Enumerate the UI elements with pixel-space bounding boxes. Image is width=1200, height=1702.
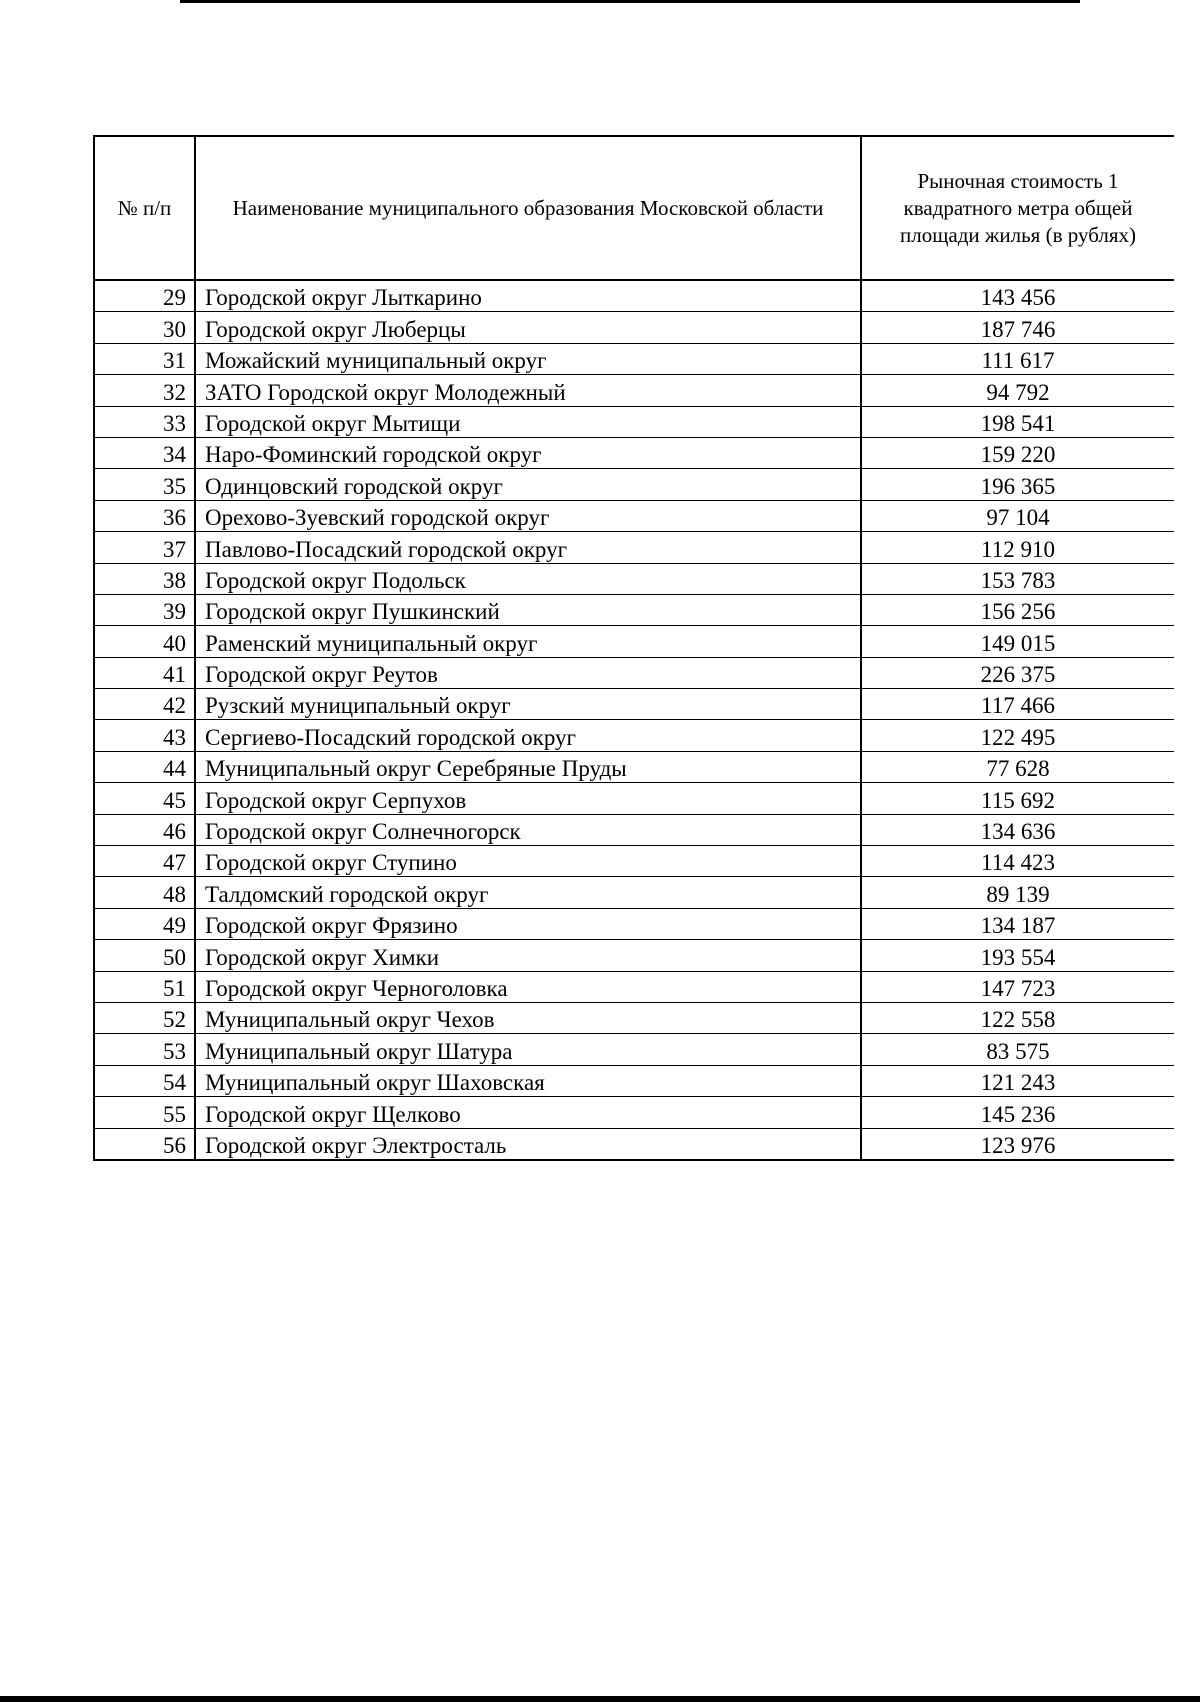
scan-edge-bottom <box>0 1696 1200 1702</box>
row-number: 32 <box>94 375 195 406</box>
municipality-name: Городской округ Черноголовка <box>195 971 861 1002</box>
header-municipality-name: Наименование муниципального образования Московской области <box>195 136 861 280</box>
municipality-name: Городской округ Подольск <box>195 563 861 594</box>
row-number: 35 <box>94 469 195 500</box>
housing-price-table <box>93 135 1174 1161</box>
municipality-name: Муниципальный округ Чехов <box>195 1002 861 1033</box>
table-row <box>94 657 1174 688</box>
table-row <box>94 437 1174 468</box>
row-number: 47 <box>94 846 195 877</box>
municipality-name: Городской округ Пушкинский <box>195 594 861 625</box>
price-value: 114 423 <box>861 846 1174 877</box>
municipality-name: Наро-Фоминский городской округ <box>195 437 861 468</box>
table-row <box>94 594 1174 625</box>
table-row <box>94 1002 1174 1033</box>
price-value: 193 554 <box>861 940 1174 971</box>
price-value: 89 139 <box>861 877 1174 908</box>
table-header <box>94 136 1174 280</box>
price-value: 111 617 <box>861 343 1174 374</box>
table-row <box>94 751 1174 782</box>
municipality-name: Городской округ Ступино <box>195 846 861 877</box>
price-value: 187 746 <box>861 312 1174 343</box>
municipality-name: Орехово-Зуевский городской округ <box>195 500 861 531</box>
table-row <box>94 1065 1174 1096</box>
table-row <box>94 783 1174 814</box>
table-row <box>94 971 1174 1002</box>
price-value: 122 558 <box>861 1002 1174 1033</box>
municipality-name: Рузский муниципальный округ <box>195 689 861 720</box>
row-number: 52 <box>94 1002 195 1033</box>
price-value: 112 910 <box>861 532 1174 563</box>
table-row <box>94 1128 1174 1160</box>
row-number: 49 <box>94 908 195 939</box>
row-number: 42 <box>94 689 195 720</box>
header-row <box>94 136 1174 280</box>
row-number: 44 <box>94 751 195 782</box>
table-row <box>94 375 1174 406</box>
row-number: 30 <box>94 312 195 343</box>
table-row <box>94 1097 1174 1128</box>
municipality-name: Муниципальный округ Серебряные Пруды <box>195 751 861 782</box>
price-value: 149 015 <box>861 626 1174 657</box>
table-row <box>94 563 1174 594</box>
price-value: 159 220 <box>861 437 1174 468</box>
row-number: 29 <box>94 280 195 312</box>
municipality-name: Городской округ Серпухов <box>195 783 861 814</box>
municipality-name: Талдомский городской округ <box>195 877 861 908</box>
table-row <box>94 280 1174 312</box>
row-number: 56 <box>94 1128 195 1160</box>
price-value: 117 466 <box>861 689 1174 720</box>
row-number: 34 <box>94 437 195 468</box>
table-row <box>94 720 1174 751</box>
price-value: 143 456 <box>861 280 1174 312</box>
table-row <box>94 500 1174 531</box>
municipality-name: Городской округ Реутов <box>195 657 861 688</box>
row-number: 53 <box>94 1034 195 1065</box>
municipality-name: Городской округ Химки <box>195 940 861 971</box>
row-number: 40 <box>94 626 195 657</box>
row-number: 45 <box>94 783 195 814</box>
price-value: 97 104 <box>861 500 1174 531</box>
municipality-name: Муниципальный округ Шаховская <box>195 1065 861 1096</box>
municipality-name: Городской округ Солнечногорск <box>195 814 861 845</box>
row-number: 46 <box>94 814 195 845</box>
row-number: 51 <box>94 971 195 1002</box>
table-row <box>94 532 1174 563</box>
table-body <box>94 280 1174 1160</box>
price-value: 77 628 <box>861 751 1174 782</box>
price-value: 198 541 <box>861 406 1174 437</box>
municipality-name: Одинцовский городской округ <box>195 469 861 500</box>
row-number: 38 <box>94 563 195 594</box>
header-number: № п/п <box>94 136 195 280</box>
scan-edge-top <box>180 0 1080 3</box>
price-value: 121 243 <box>861 1065 1174 1096</box>
price-value: 147 723 <box>861 971 1174 1002</box>
table-row <box>94 1034 1174 1065</box>
municipality-name: Муниципальный округ Шатура <box>195 1034 861 1065</box>
table-row <box>94 877 1174 908</box>
row-number: 31 <box>94 343 195 374</box>
municipality-name: Раменский муниципальный округ <box>195 626 861 657</box>
table-row <box>94 626 1174 657</box>
municipality-name: Городской округ Люберцы <box>195 312 861 343</box>
row-number: 55 <box>94 1097 195 1128</box>
row-number: 43 <box>94 720 195 751</box>
price-value: 226 375 <box>861 657 1174 688</box>
table-row <box>94 469 1174 500</box>
price-value: 156 256 <box>861 594 1174 625</box>
price-value: 153 783 <box>861 563 1174 594</box>
table-row <box>94 343 1174 374</box>
municipality-name: Городской округ Электросталь <box>195 1128 861 1160</box>
row-number: 33 <box>94 406 195 437</box>
price-value: 115 692 <box>861 783 1174 814</box>
row-number: 39 <box>94 594 195 625</box>
municipality-name: Городской округ Фрязино <box>195 908 861 939</box>
municipality-name: Городской округ Мытищи <box>195 406 861 437</box>
price-value: 83 575 <box>861 1034 1174 1065</box>
table-row <box>94 406 1174 437</box>
row-number: 48 <box>94 877 195 908</box>
municipality-name: Павлово-Посадский городской округ <box>195 532 861 563</box>
price-value: 134 636 <box>861 814 1174 845</box>
header-market-price: Рыночная стоимость 1 квадратного метра общей площади жилья (в рублях) <box>861 136 1174 280</box>
row-number: 37 <box>94 532 195 563</box>
row-number: 54 <box>94 1065 195 1096</box>
row-number: 50 <box>94 940 195 971</box>
table-row <box>94 312 1174 343</box>
municipality-name: ЗАТО Городской округ Молодежный <box>195 375 861 406</box>
price-value: 123 976 <box>861 1128 1174 1160</box>
table-row <box>94 814 1174 845</box>
price-value: 134 187 <box>861 908 1174 939</box>
price-value: 122 495 <box>861 720 1174 751</box>
price-value: 94 792 <box>861 375 1174 406</box>
table-row <box>94 846 1174 877</box>
municipality-name: Городской округ Щелково <box>195 1097 861 1128</box>
row-number: 41 <box>94 657 195 688</box>
municipality-name: Можайский муниципальный округ <box>195 343 861 374</box>
price-value: 196 365 <box>861 469 1174 500</box>
price-value: 145 236 <box>861 1097 1174 1128</box>
table-row <box>94 940 1174 971</box>
row-number: 36 <box>94 500 195 531</box>
municipality-name: Городской округ Лыткарино <box>195 280 861 312</box>
municipality-name: Сергиево-Посадский городской округ <box>195 720 861 751</box>
table-row <box>94 689 1174 720</box>
table-row <box>94 908 1174 939</box>
price-table-container <box>93 135 1173 1161</box>
